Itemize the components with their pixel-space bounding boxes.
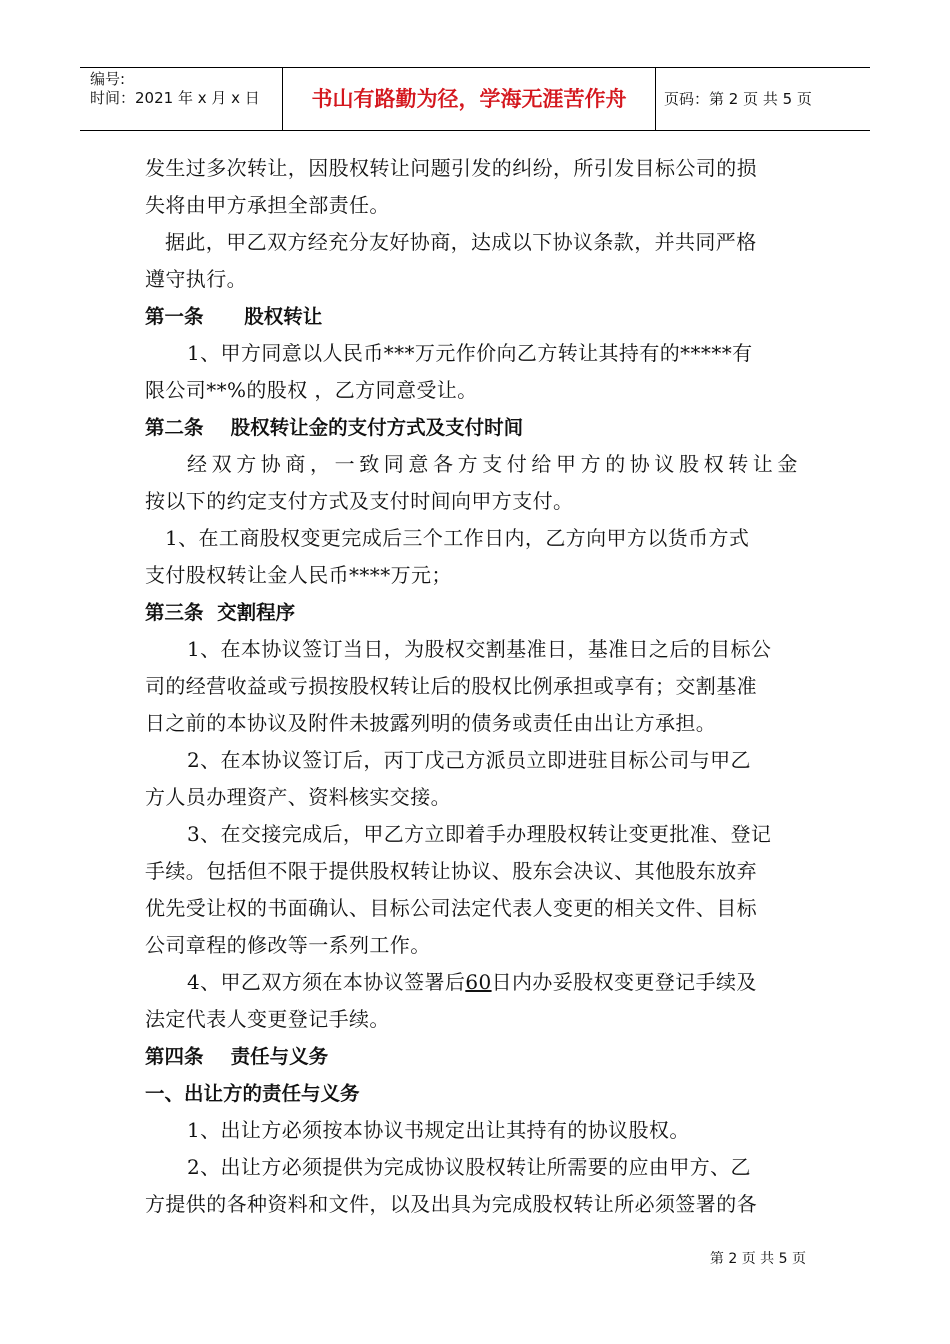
article-heading-3: 第三条 交割程序	[145, 601, 296, 624]
paragraph-line: 司的经营收益或亏损按股权转让后的股权比例承担或享有；交割基准	[145, 674, 757, 698]
paragraph-line	[145, 964, 805, 1001]
page-header	[80, 67, 870, 131]
paragraph-line: 方提供的各种资料和文件，以及出具为完成股权转让所必须签署的各	[145, 1192, 757, 1216]
header-page-number: 页码：第 2 页 共 5 页	[664, 90, 812, 108]
paragraph-line: 限公司**%的股权 ，乙方同意受让。	[145, 378, 478, 402]
paragraph-line: 遵守执行。	[145, 267, 247, 291]
paragraph-line: 发生过多次转让，因股权转让问题引发的纠纷，所引发目标公司的损	[145, 156, 757, 180]
article-heading-2: 第二条 股权转让金的支付方式及支付时间	[145, 416, 524, 439]
paragraph-line: 1、在本协议签订当日，为股权交割基准日，基准日之后的目标公	[187, 637, 772, 661]
header-left-cell	[80, 68, 282, 132]
paragraph-line: 1、甲方同意以人民币***万元作价向乙方转让其持有的*****有	[187, 341, 753, 365]
text-segment: 日内办妥股权变更登记手续及	[491, 970, 757, 994]
paragraph-line: 手续。包括但不限于提供股权转让协议、股东会决议、其他股东放弃	[145, 859, 757, 883]
paragraph-line: 方人员办理资产、资料核实交接。	[145, 785, 451, 809]
section-heading: 一、出让方的责任与义务	[145, 1082, 360, 1105]
paragraph-line: 公司章程的修改等一系列工作。	[145, 933, 431, 957]
document-date-label: 时间：2021 年 x 月 x 日	[90, 89, 260, 107]
days-value: 60	[465, 970, 492, 994]
paragraph-line: 2、出让方必须提供为完成协议股权转让所需要的应由甲方、乙	[187, 1155, 751, 1179]
document-number-label: 编号:	[90, 70, 126, 88]
paragraph-line: 日之前的本协议及附件未披露列明的债务或责任由出让方承担。	[145, 711, 717, 735]
paragraph-line: 据此，甲乙双方经充分友好协商，达成以下协议条款，并共同严格	[165, 230, 757, 254]
header-motto: 书山有路勤为径，学海无涯苦作舟	[282, 68, 656, 130]
paragraph-line: 1、出让方必须按本协议书规定出让其持有的协议股权。	[187, 1118, 690, 1142]
paragraph-line: 2、在本协议签订后，丙丁戊己方派员立即进驻目标公司与甲乙	[187, 748, 751, 772]
paragraph-line: 失将由甲方承担全部责任。	[145, 193, 390, 217]
article-heading-4: 第四条 责任与义务	[145, 1045, 329, 1068]
paragraph-line: 3、在交接完成后，甲乙方立即着手办理股权转让变更批准、登记	[187, 822, 772, 846]
paragraph-line: 1、在工商股权变更完成后三个工作日内，乙方向甲方以货币方式	[165, 526, 750, 550]
paragraph-line: 优先受让权的书面确认、目标公司法定代表人变更的相关文件、目标	[145, 896, 757, 920]
paragraph-line: 支付股权转让金人民币****万元；	[145, 563, 452, 587]
document-body	[145, 150, 805, 1223]
paragraph-line: 按以下的约定支付方式及支付时间向甲方支付。	[145, 489, 574, 513]
paragraph-line: 法定代表人变更登记手续。	[145, 1007, 390, 1031]
paragraph-line: 经双方协商，一致同意各方支付给甲方的协议股权转让金	[187, 452, 802, 476]
text-segment: 4、甲乙双方须在本协议签署后	[187, 970, 466, 994]
article-heading-1: 第一条 股权转让	[145, 305, 323, 328]
page-footer-number: 第 2 页 共 5 页	[709, 1251, 806, 1267]
